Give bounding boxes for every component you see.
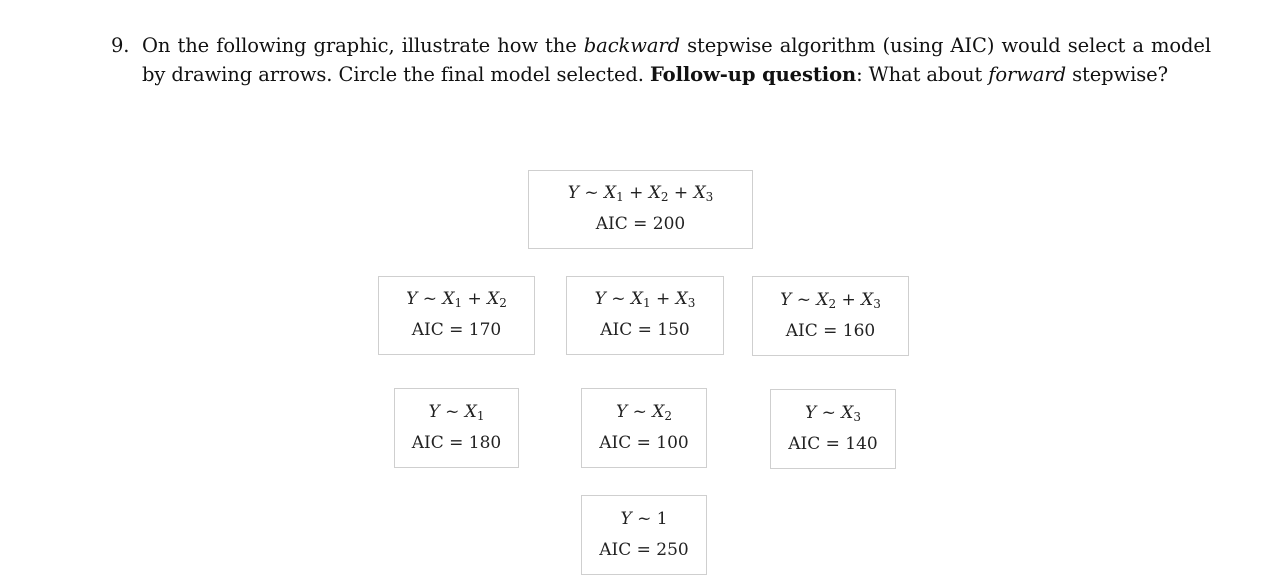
model-box-x1	[394, 388, 519, 468]
model-box-full	[528, 170, 753, 249]
model-formula: Y ~ $X_2 + X_3$	[780, 289, 881, 311]
question-text	[111, 31, 1211, 89]
model-formula: Y ~ $X_1 + X_2 + X_3$	[567, 183, 714, 204]
model-aic: AIC = 140	[788, 433, 878, 454]
model-formula: Y ~ $X_1 + X_2$	[406, 289, 507, 310]
model-aic: AIC = 250	[599, 539, 689, 560]
question-body	[142, 31, 1211, 89]
model-aic: AIC = 160	[785, 320, 876, 341]
model-formula: Y ~ $X_1$	[428, 401, 485, 423]
model-aic: AIC = 180	[411, 432, 502, 453]
model-aic: AIC = 150	[600, 320, 690, 340]
model-box-x2-x3	[752, 276, 909, 356]
model-box-x3	[770, 389, 896, 469]
model-formula: Y ~ $X_2$	[615, 401, 673, 423]
question-number: 9.	[111, 34, 130, 57]
model-box-x2	[581, 388, 707, 468]
model-formula: Y ~ $X_1 + X_3$	[594, 289, 696, 310]
question-emphasis-forward: forward	[988, 63, 1066, 86]
model-formula: Y ~ 1	[620, 508, 668, 529]
model-box-x1-x3	[566, 276, 724, 355]
question-part-1: On the following graphic, illustrate how the	[142, 34, 584, 57]
question-part-2: stepwise algorithm (using AIC) would select a model by drawing arrows. Circle the final model selected.	[142, 34, 1211, 86]
question-part-3: : What about	[856, 63, 989, 86]
model-aic: AIC = 100	[599, 432, 689, 453]
question-emphasis-backward: backward	[583, 34, 680, 57]
model-box-x1-x2	[378, 276, 535, 355]
model-box-null	[581, 495, 707, 575]
question-part-4: stepwise?	[1065, 63, 1168, 86]
model-aic: AIC = 200	[595, 214, 686, 234]
question-bold-followup: Follow-up question	[649, 63, 857, 86]
model-aic: AIC = 170	[411, 320, 502, 340]
model-formula: Y ~ $X_3$	[804, 402, 862, 424]
